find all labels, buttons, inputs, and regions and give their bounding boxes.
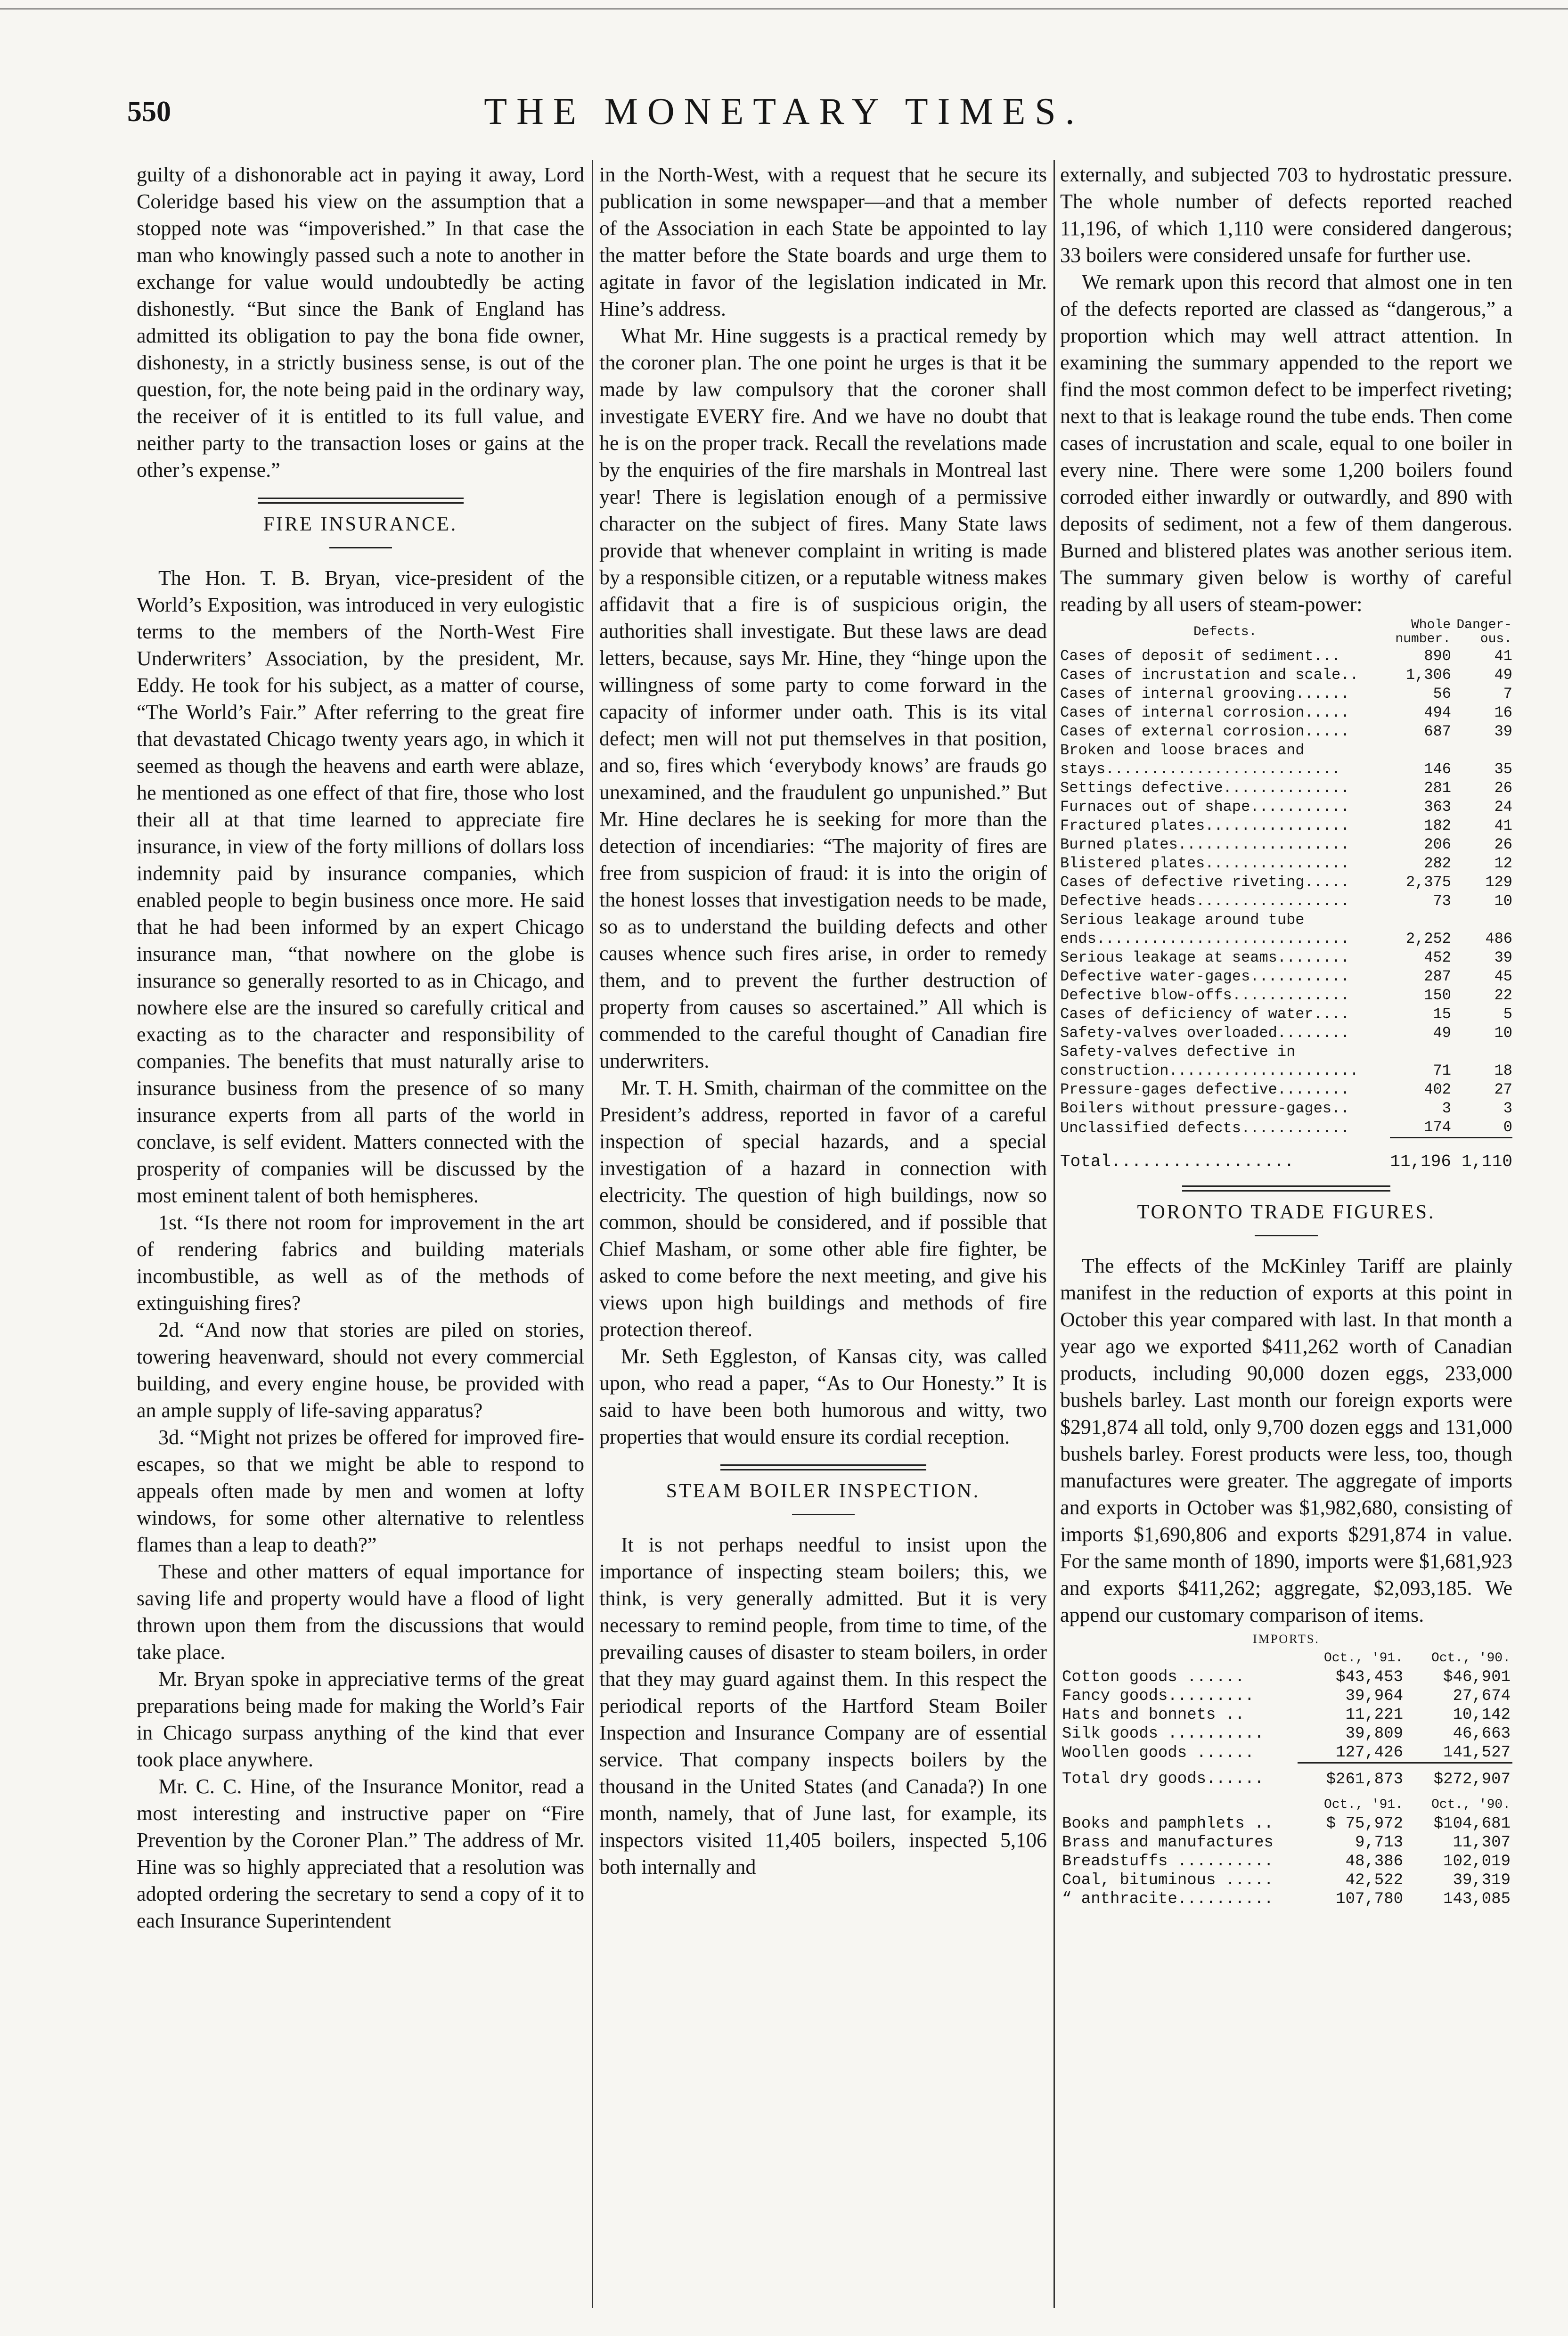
import-oct-90: 102,019 [1443, 1853, 1511, 1870]
table-row [1060, 1668, 1512, 1687]
defect-whole-number: 890 [1424, 647, 1451, 665]
total-whole: 11,196 [1390, 1138, 1451, 1172]
defect-whole-number: 402 [1424, 1081, 1451, 1098]
defect-whole-number: 1,306 [1405, 666, 1451, 684]
paragraph: 1st. “Is there not room for improvement in the art of rendering fabrics and building materials incombustible, as well as of the methods of extinguishing fires? [137, 1211, 584, 1315]
import-oct-90: 10,142 [1453, 1706, 1511, 1724]
defect-dangerous: 27 [1494, 1081, 1512, 1098]
import-oct-91: $ 75,972 [1326, 1815, 1403, 1833]
table-row [1060, 1871, 1512, 1890]
import-item: Fancy goods......... [1062, 1687, 1255, 1705]
import-item: Woollen goods ...... [1062, 1744, 1255, 1762]
column-2 [599, 161, 1047, 2308]
defect-label: Unclassified defects............ [1060, 1119, 1350, 1137]
total-oct-91: $261,873 [1298, 1763, 1405, 1796]
defect-dangerous: 26 [1494, 779, 1512, 797]
table-header-row [1060, 1649, 1512, 1668]
imports-table [1060, 1649, 1512, 1909]
defect-dangerous: 129 [1485, 874, 1512, 891]
defect-dangerous: 41 [1494, 647, 1512, 665]
import-item: Books and pamphlets .. [1062, 1815, 1274, 1833]
defect-dangerous: 24 [1494, 798, 1512, 816]
import-item: Brass and manufactures [1062, 1834, 1274, 1852]
table-row [1060, 986, 1512, 1005]
defect-label: Blistered plates................ [1060, 855, 1350, 872]
import-item: Silk goods .......... [1062, 1725, 1264, 1743]
heading-underline [329, 547, 392, 548]
defect-whole-number: 281 [1424, 779, 1451, 797]
defect-label: Cases of internal corrosion..... [1060, 704, 1350, 721]
defect-whole-number: 15 [1433, 1005, 1451, 1023]
import-item: Coal, bituminous ..... [1062, 1871, 1274, 1889]
table-row [1060, 948, 1512, 967]
column-header-dangerous: Danger-ous. [1456, 618, 1512, 646]
section-divider [720, 1464, 926, 1470]
paragraph: in the North-West, with a request that he secure its publication in some newspaper—and that a member of the Association in each State be appointed to lay the matter before the State boards and urge them to agitate in favor of the legislation indicated in Mr. Hine’s address. [599, 163, 1047, 320]
table-row [1060, 835, 1512, 854]
section-heading-toronto-trade: TORONTO TRADE FIGURES. [1137, 1201, 1436, 1223]
import-oct-90: $46,901 [1443, 1668, 1511, 1686]
import-item: Cotton goods ...... [1062, 1668, 1245, 1686]
defect-dangerous: 41 [1494, 817, 1512, 834]
heading-underline [792, 1514, 855, 1515]
total-label: Total dry goods...... [1062, 1770, 1264, 1789]
table-row [1060, 666, 1512, 685]
import-oct-90: 46,663 [1453, 1725, 1511, 1743]
defect-label: Furnaces out of shape........... [1060, 798, 1350, 816]
defect-whole-number: 174 [1424, 1119, 1451, 1136]
page-number: 550 [127, 96, 171, 128]
table-row [1060, 892, 1512, 911]
defect-dangerous: 5 [1503, 1005, 1512, 1023]
defect-dangerous: 10 [1494, 892, 1512, 910]
import-oct-91: $43,453 [1336, 1668, 1403, 1686]
import-oct-91: 39,964 [1345, 1687, 1403, 1705]
paragraph: Mr. Seth Eggleston, of Kansas city, was called upon, who read a paper, “As to Our Honesty.” It is said to have been both humorous and witty, two properties that would ensure its cordial reception. [599, 1345, 1047, 1448]
import-oct-90: 141,527 [1443, 1744, 1511, 1762]
paragraph: Mr. T. H. Smith, chairman of the committee on the President’s address, reported in favor of a careful inspection of special hazards, and a special investigation of a hazard in connection with electricity. The question of high buildings, now so common, should be considered, and if possible that Chief Masham, or some other able fire fighter, be asked to come before the next meeting, and give his views upon high buildings and methods of fire protection thereof. [599, 1076, 1047, 1341]
import-oct-91: 39,809 [1345, 1725, 1403, 1743]
defect-whole-number: 452 [1424, 949, 1451, 966]
defect-whole-number: 363 [1424, 798, 1451, 816]
paragraph: 3d. “Might not prizes be offered for improved fire-escapes, so that we might be able to respond to appeals often made by men and women at lofty windows, for some other alternative to relentless flames than a leap to death?” [137, 1426, 584, 1556]
section-divider [258, 498, 464, 504]
import-item: Breadstuffs .......... [1062, 1853, 1274, 1870]
table-row [1060, 854, 1512, 873]
table-row [1060, 911, 1512, 948]
column-header-oct-91: Oct., '91. [1323, 1651, 1403, 1666]
section-divider [1182, 1185, 1390, 1192]
import-oct-91: 9,713 [1355, 1834, 1403, 1852]
import-item: Hats and bonnets .. [1062, 1706, 1245, 1724]
table-row-total [1060, 1763, 1512, 1796]
table-row [1060, 703, 1512, 722]
import-item: “ anthracite.......... [1062, 1890, 1274, 1908]
defect-label: Settings defective.............. [1060, 779, 1350, 797]
paragraph: Mr. C. C. Hine, of the Insurance Monitor, read a most interesting and instructive paper on “Fire Prevention by the Coroner Plan.” The address of Mr. Hine was so highly appreciated that a resolution was adopted ordering the secretary to send a copy of it to each Insurance Superintendent [137, 1775, 584, 1932]
defect-dangerous: 486 [1485, 930, 1512, 947]
table-row [1060, 1833, 1512, 1852]
defect-whole-number: 3 [1442, 1100, 1451, 1117]
defect-label: Burned plates................... [1060, 836, 1350, 853]
paragraph: These and other matters of equal importance for saving life and property would have a flood of light thrown upon them from the discussions that would take place. [137, 1560, 584, 1664]
defect-label: Cases of internal grooving...... [1060, 685, 1350, 702]
defect-dangerous: 16 [1494, 704, 1512, 721]
defect-dangerous: 49 [1494, 666, 1512, 684]
section-heading-fire-insurance: FIRE INSURANCE. [263, 514, 458, 535]
paragraph: 2d. “And now that stories are piled on stories, towering heavenward, should not every commercial building, and every engine house, be provided with an ample supply of life-saving apparatus? [137, 1318, 584, 1422]
table-row [1060, 1024, 1512, 1043]
defect-whole-number: 2,375 [1405, 874, 1451, 891]
total-oct-90: $272,907 [1405, 1763, 1512, 1796]
column-header-oct-90: Oct., '90. [1431, 1797, 1511, 1812]
table-row [1060, 873, 1512, 892]
table-row [1060, 685, 1512, 703]
paragraph: What Mr. Hine suggests is a practical remedy by the coroner plan. The one point he urges is that it be made by law compulsory that the coroner shall investigate EVERY fire. And we have no doubt that he is on the proper track. Recall the revelations made by the enquiries of the fire marshals in Montreal last year! There is legislation enough of a permissive character on the subject of fires. Many State laws provide that whenever complaint in writing is made by a responsible citizen, or a reputable witness makes affidavit that a fire is of suspicious origin, the authorities shall investigate. But these laws are dead letters, because, says Mr. Hine, they “hinge upon the willingness of some party to come forward in the capacity of informer under oath. This is its vital defect; men will not put themselves in that position, and so, fires which ‘everybody knows’ are frauds go unexamined, and the fraudulent go unpunished.” But Mr. Hine declares he is seeking for more than the detection of incendiaries: “The majority of fires are free from suspicion of fraud: it is into the origin of the honest losses that investigation needs to be made, so as to understand the building defects and other causes whence such fires arise, in order to remedy them, and to prevent the further destruction of property from causes so ascertained.” All which is commended to the careful thought of Canadian fire underwriters. [599, 324, 1047, 1072]
defect-label: Defective water-gages........... [1060, 968, 1350, 985]
defect-label: Boilers without pressure-gages.. [1060, 1100, 1350, 1117]
table-row [1060, 1852, 1512, 1871]
import-oct-90: 39,319 [1453, 1871, 1511, 1889]
table-row [1060, 779, 1512, 798]
column-header-whole: Whole number. [1395, 618, 1451, 646]
defect-whole-number: 49 [1433, 1024, 1451, 1042]
top-rule [0, 8, 1568, 9]
defect-whole-number: 287 [1424, 968, 1451, 985]
heading-underline [1255, 1235, 1318, 1236]
total-dangerous: 1,110 [1451, 1138, 1512, 1172]
defect-dangerous: 7 [1503, 685, 1512, 702]
defect-label: Broken and loose braces and stays.......................... [1060, 742, 1341, 778]
table-row [1060, 741, 1512, 779]
table-row-total [1060, 1138, 1512, 1172]
defect-dangerous: 39 [1494, 949, 1512, 966]
imports-table-body [1060, 1649, 1512, 1763]
table-row [1060, 798, 1512, 817]
total-label: Total.................. [1060, 1152, 1294, 1171]
column-header-defects: Defects. [1193, 625, 1257, 639]
table-row [1060, 1724, 1512, 1743]
table-row [1060, 1099, 1512, 1118]
import-oct-91: 107,780 [1336, 1890, 1403, 1908]
defect-dangerous: 10 [1494, 1024, 1512, 1042]
masthead: THE MONETARY TIMES. [484, 91, 1084, 132]
defects-table-body [1060, 647, 1512, 1138]
defect-label: Defective blow-offs............. [1060, 987, 1350, 1004]
defect-label: Cases of defective riveting..... [1060, 874, 1350, 891]
defect-label: Fractured plates................ [1060, 817, 1350, 834]
import-oct-90: $104,681 [1433, 1815, 1511, 1833]
defect-whole-number: 71 [1433, 1062, 1451, 1079]
paragraph: externally, and subjected 703 to hydrostatic pressure. The whole number of defects reported reached 11,196, of which 1,110 were considered dangerous; 33 boilers were considered unsafe for further use. [1060, 163, 1512, 267]
defect-whole-number: 150 [1424, 987, 1451, 1004]
defect-whole-number: 206 [1424, 836, 1451, 853]
defect-whole-number: 494 [1424, 704, 1451, 721]
column-rule [1054, 160, 1055, 2308]
defect-whole-number: 2,252 [1405, 930, 1451, 947]
import-oct-90: 143,085 [1443, 1890, 1511, 1908]
imports-caption: IMPORTS. [1253, 1632, 1320, 1646]
defect-dangerous: 35 [1494, 760, 1512, 778]
imports-total [1060, 1763, 1512, 1796]
defect-whole-number: 282 [1424, 855, 1451, 872]
defect-dangerous: 12 [1494, 855, 1512, 872]
defect-dangerous: 3 [1503, 1100, 1512, 1117]
import-oct-90: 11,307 [1453, 1834, 1511, 1852]
import-oct-91: 48,386 [1345, 1853, 1403, 1870]
section-heading-steam-boiler: STEAM BOILER INSPECTION. [666, 1480, 980, 1502]
defect-dangerous: 26 [1494, 836, 1512, 853]
paragraph: The Hon. T. B. Bryan, vice-president of the World’s Exposition, was introduced in very eulogistic terms to the members of the North-West Fire Underwriters’ Association, by the president, Mr. Eddy. He took for his subject, as a matter of course, “The World’s Fair.” After referring to the great fire that devastated Chicago twenty years ago, in which it seemed as though the heavens and earth were ablaze, he mentioned as one effect of that fire, those who lost their all at that time learned to appreciate fire insurance, in view of the forty millions of dollars loss indemnity paid by insurance companies, which enabled people to begin business once more. He said that he had been informed by an expert Chicago insurance man, “that nowhere on the globe is insurance so generally resorted to as in Chicago, and nowhere else are the insured so carefully critical and exacting as to the character and responsibility of companies. The benefits that must naturally arise to insurance business from the presence of so many insurance experts from all parts of the world in conclave, is self evident. Matters connected with the prosperity of companies will be discussed by the most eminent talent of both hemispheres. [137, 566, 584, 1207]
defect-dangerous: 18 [1494, 1062, 1512, 1079]
defect-label: Pressure-gages defective........ [1060, 1081, 1350, 1098]
column-rule [592, 160, 593, 2308]
defects-table [1060, 618, 1512, 1171]
defect-label: Cases of incrustation and scale.. [1060, 666, 1359, 684]
defect-label: Cases of deficiency of water.... [1060, 1005, 1350, 1023]
defect-whole-number: 56 [1433, 685, 1451, 702]
import-oct-91: 42,522 [1345, 1871, 1403, 1889]
table-row [1060, 722, 1512, 741]
defect-whole-number: 73 [1433, 892, 1451, 910]
defect-whole-number: 146 [1424, 760, 1451, 778]
column-header-oct-90: Oct., '90. [1431, 1651, 1511, 1666]
table-row [1060, 1743, 1512, 1763]
defect-label: Cases of external corrosion..... [1060, 723, 1350, 740]
defect-whole-number: 182 [1424, 817, 1451, 834]
table-row [1060, 647, 1512, 666]
table-row [1060, 967, 1512, 986]
paragraph: We remark upon this record that almost one in ten of the defects reported are classed as “dangerous,” a proportion which may well attract attention. In examining the summary appended to the report we find the most common defect to be imperfect riveting; next to that is leakage round the tube ends. Then come cases of incrustation and scale, equal to one boiler in every nine. There were some 1,200 boilers found corroded either inwardly or outwardly, and 890 with deposits of sediment, not a few of them dangerous. Burned and blistered plates was another serious item. The summary given below is worthy of careful reading by all users of steam-power: [1060, 270, 1512, 616]
defect-label: Safety-valves defective in construction..................... [1060, 1043, 1359, 1079]
paragraph: Mr. Bryan spoke in appreciative terms of the great preparations being made for making the World’s Fair in Chicago surpass anything of the kind that ever took place anywhere. [137, 1667, 584, 1771]
defect-dangerous: 22 [1494, 987, 1512, 1004]
defect-dangerous: 39 [1494, 723, 1512, 740]
table-row [1060, 1706, 1512, 1724]
import-oct-91: 127,426 [1336, 1744, 1403, 1762]
defect-label: Serious leakage at seams........ [1060, 949, 1350, 966]
defect-label: Serious leakage around tube ends............................ [1060, 911, 1350, 947]
paragraph: guilty of a dishonorable act in paying it away, Lord Coleridge based his view on the assumption that a stopped note was “impoverished.” In that case the man who knowingly passed such a note to another in exchange for value would undoubtedly be acting dishonestly. “But since the Bank of England has admitted its obligation to pay the bona fide owner, dishonesty, in a strictly business sense, is out of the question, for, the note being paid in the ordinary way, the receiver of it is entitled to its full value, and neither party to the transaction loses or gains at the other’s expense.” [137, 163, 584, 482]
defect-label: Defective heads................. [1060, 892, 1350, 910]
defect-whole-number: 687 [1424, 723, 1451, 740]
table-row [1060, 1890, 1512, 1909]
paragraph: It is not perhaps needful to insist upon the importance of inspecting steam boilers; this, we think, is very generally admitted. But it is very necessary to remind people, from time to time, of the prevailing causes of disaster to steam boilers, in order that they may guard against them. In this respect the periodical reports of the Hartford Steam Boiler Inspection and Insurance Company are of essential service. That company inspects boilers by the thousand in the United States (and Canada?) In one month, namely, that of June last, for example, its inspectors visited 11,405 boilers, inspected 5,106 both internally and [599, 1533, 1047, 1879]
table-row [1060, 817, 1512, 835]
column-header-oct-91: Oct., '91. [1323, 1797, 1403, 1812]
defect-label: Safety-valves overloaded........ [1060, 1024, 1350, 1042]
import-oct-91: 11,221 [1345, 1706, 1403, 1724]
table-row [1060, 1080, 1512, 1099]
table-header-row [1060, 1796, 1512, 1814]
imports-table-body-2 [1060, 1796, 1512, 1909]
column-3 [1060, 161, 1512, 2308]
defect-dangerous: 0 [1503, 1119, 1512, 1136]
defect-label: Cases of deposit of sediment... [1060, 647, 1341, 665]
import-oct-90: 27,674 [1453, 1687, 1511, 1705]
table-row [1060, 1043, 1512, 1080]
column-1 [137, 161, 584, 2308]
paragraph: The effects of the McKinley Tariff are plainly manifest in the reduction of exports at this point in October this year compared with last. In that month a year ago we exported $411,262 worth of Canadian products, including 90,000 dozen eggs, 233,000 bushels barley. Last month our foreign exports were $291,874 all told, only 9,700 dozen eggs and 131,000 bushels barley. Forest products were less, too, though manufactures were greater. The aggregate of imports and exports in October was $1,982,680, consisting of imports $1,690,806 and exports $291,874 in value. For the same month of 1890, imports were $1,681,923 and exports $411,262; aggregate, $2,093,185. We append our customary comparison of items. [1060, 1254, 1512, 1626]
table-row [1060, 1687, 1512, 1706]
table-row [1060, 1814, 1512, 1833]
table-row [1060, 1005, 1512, 1024]
defect-dangerous: 45 [1494, 968, 1512, 985]
table-row [1060, 1118, 1512, 1138]
